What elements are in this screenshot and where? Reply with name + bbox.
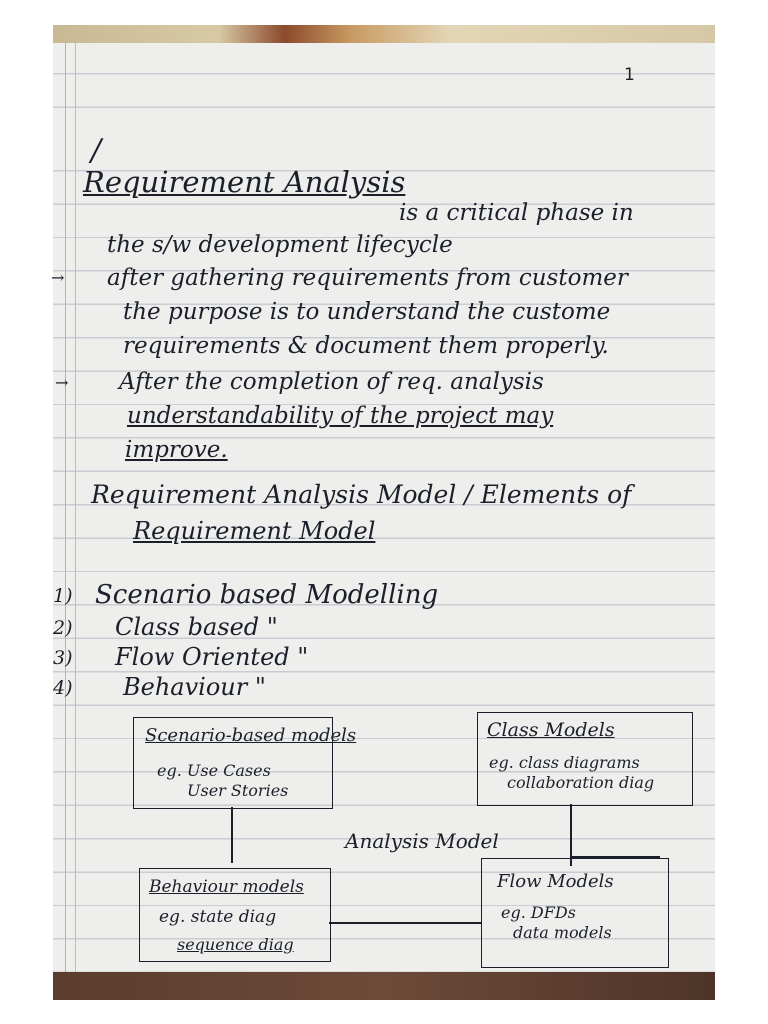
margin-line	[65, 43, 66, 975]
scenario-example: eg. Use Cases	[157, 761, 271, 780]
body-line: After the completion of req. analysis	[119, 369, 544, 395]
list-number: 1)	[53, 585, 73, 607]
list-number: 2)	[53, 617, 73, 639]
arrow-bullet: →	[51, 268, 65, 287]
margin-line	[75, 43, 76, 975]
class-example: collaboration diag	[507, 773, 655, 792]
background-table	[53, 972, 715, 1000]
margin-mark: /	[91, 133, 102, 168]
class-example: eg. class diagrams	[489, 753, 640, 772]
connector-line	[231, 807, 233, 863]
definition-line: the s/w development lifecycle	[107, 232, 453, 258]
heading-requirement-analysis: Requirement Analysis	[83, 165, 406, 199]
connector-line	[329, 922, 481, 924]
arrow-bullet: →	[55, 373, 69, 392]
list-number: 4)	[53, 677, 73, 699]
list-item: Class based "	[115, 613, 278, 641]
list-number: 3)	[53, 647, 73, 669]
behaviour-example: sequence diag	[177, 935, 294, 954]
body-line: understandability of the project may	[127, 403, 554, 429]
list-item: Behaviour "	[123, 673, 266, 701]
body-line: the purpose is to understand the custome	[123, 299, 611, 325]
body-line: after gathering requirements from customer	[107, 265, 628, 291]
flow-example: data models	[513, 923, 612, 942]
body-line: requirements & document them properly.	[123, 333, 609, 359]
analysis-model-label: Analysis Model	[345, 829, 499, 853]
body-line: improve.	[125, 437, 228, 463]
heading-analysis-model: Requirement Analysis Model / Elements of	[91, 480, 632, 509]
flow-example: eg. DFDs	[501, 903, 576, 922]
notebook-photo	[53, 25, 715, 1000]
definition-line: is a critical phase in	[399, 200, 634, 226]
page-number: 1	[624, 65, 635, 85]
heading-analysis-model: Requirement Model	[133, 517, 376, 545]
flow-models-title: Flow Models	[497, 871, 614, 892]
scenario-example: User Stories	[187, 781, 289, 800]
scenario-models-title: Scenario-based models	[145, 725, 357, 746]
class-models-title: Class Models	[487, 719, 615, 741]
behaviour-example: eg. state diag	[159, 907, 277, 927]
behaviour-models-title: Behaviour models	[149, 877, 304, 897]
list-item: Flow Oriented "	[115, 643, 309, 671]
list-item: Scenario based Modelling	[95, 580, 439, 610]
